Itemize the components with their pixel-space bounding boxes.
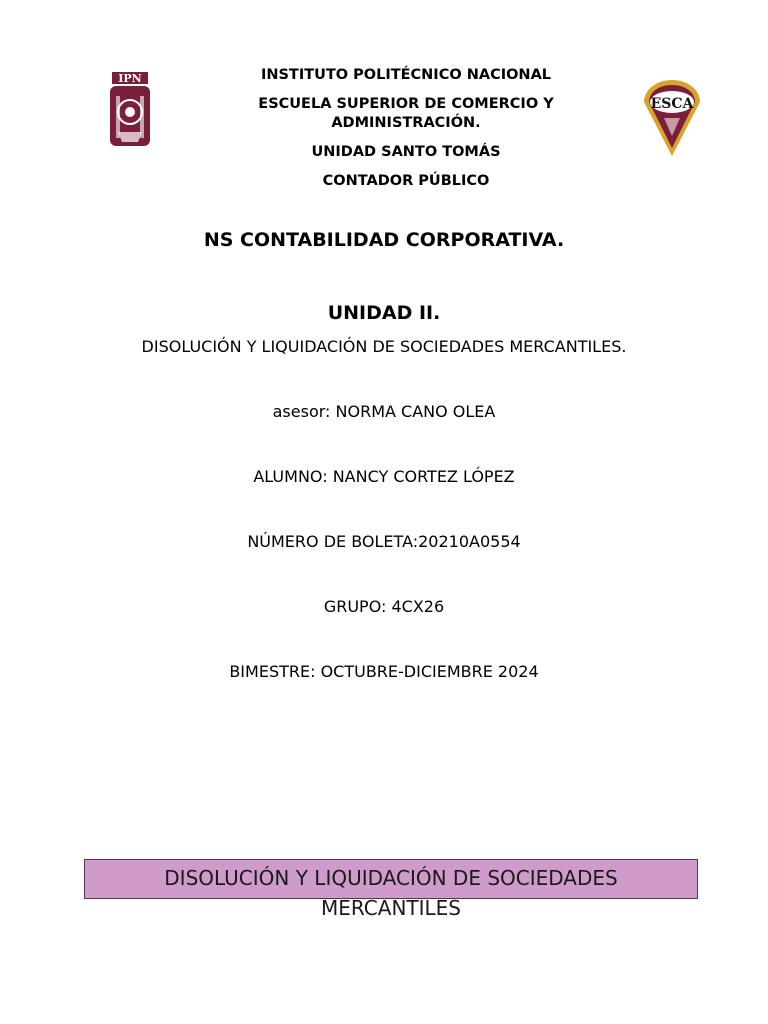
school-name: ESCUELA SUPERIOR DE COMERCIO Y ADMINISTRACIÓN.	[258, 96, 554, 131]
course-title: NS CONTABILIDAD CORPORATIVA.	[203, 229, 565, 251]
institution-header	[200, 66, 612, 201]
group-line: GRUPO: 4CX26	[323, 597, 445, 616]
campus-name: UNIDAD SANTO TOMÁS	[311, 144, 501, 160]
svg-text:ESCA: ESCA	[650, 96, 694, 112]
unit-title: UNIDAD II.	[327, 302, 441, 324]
ipn-logo-icon	[104, 66, 156, 154]
topic-banner	[84, 859, 698, 920]
svg-text:IPN: IPN	[118, 72, 142, 85]
student-line: ALUMNO: NANCY CORTEZ LÓPEZ	[253, 467, 515, 486]
career-name: CONTADOR PÚBLICO	[322, 173, 490, 189]
topic-banner-text: DISOLUCIÓN Y LIQUIDACIÓN DE SOCIEDADES MERCANTILES	[164, 866, 618, 920]
term-line: BIMESTRE: OCTUBRE-DICIEMBRE 2024	[229, 662, 539, 681]
advisor-line: asesor: NORMA CANO OLEA	[272, 402, 496, 421]
institute-name: INSTITUTO POLITÉCNICO NACIONAL	[260, 67, 552, 83]
student-id-line: NÚMERO DE BOLETA:20210A0554	[247, 532, 521, 551]
unit-subtitle: DISOLUCIÓN Y LIQUIDACIÓN DE SOCIEDADES MERCANTILES.	[141, 337, 627, 356]
esca-logo-icon	[640, 78, 704, 160]
